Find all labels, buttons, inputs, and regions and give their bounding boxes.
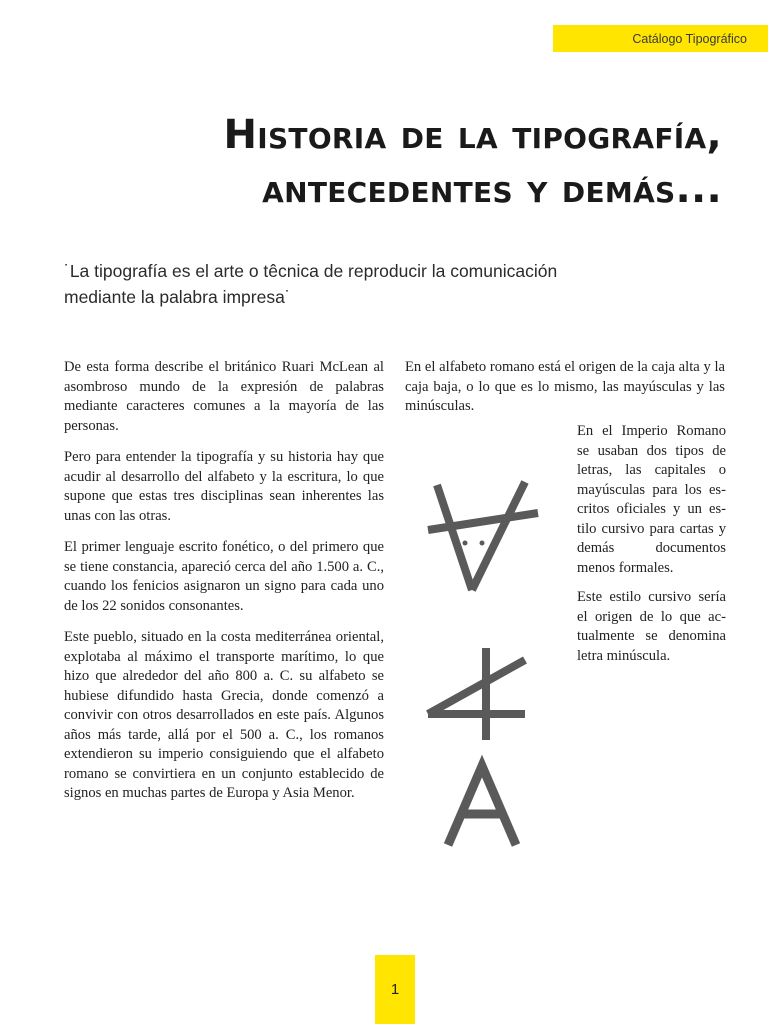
quote-line-1: ˙La tipografía es el arte o têcnica de reproducir la comunicación [64, 261, 558, 281]
body-paragraph: En el Imperio Romano se usaban dos tipos de letras, las capitales o mayúsculas para los escritos oficiales y un estilo cursivo para cartas y demás documentos menos formales. [577, 423, 726, 576]
body-paragraph: En el alfabeto romano está el origen de la caja alta y la caja baja, o lo que es lo mismo, las mayúsculas y las minúsculas. [405, 359, 725, 414]
catalog-label: Catálogo Tipográfico [632, 31, 747, 46]
body-paragraph: El primer lenguaje escrito fonético, o del primero que se tiene constancia, apareció cerca del año 1.500 a. C., cuando los fenicios asignaron un signo para cada uno de los 22 sonidos consonantes. [64, 539, 384, 614]
catalog-header-tab [553, 25, 768, 52]
quote-line-2: mediante la palabra impresa˙ [64, 287, 291, 307]
title-line-1: Historia de la tipografía, [223, 112, 722, 158]
page-title [102, 108, 722, 216]
left-column [64, 358, 384, 816]
body-paragraph: De esta forma describe el británico Ruari McLean al asombroso mundo de la expresión de palabras mediante caracteres comunes a la mayoría de las personas. [64, 359, 384, 434]
body-paragraph: Pero para entender la tipografía y su historia hay que acudir al desarrollo del alfabeto y la escritura, lo que supone que estas tres disciplinas sean inherentes las unas con las otras. [64, 449, 384, 524]
body-paragraph: Este pueblo, situado en la costa mediterránea oriental, explotaba al máximo el transporte marítimo, lo que hizo que alrededor del año 800 a. C. su alfabeto se hubiese difundido hasta Grecia, donde comenzó a convivir con otros desarrollados en este país. Algunos años más tarde, allá por el 500 a. C., los romanos extendieron su imperio consiguiendo que el alfabeto romano se convirtiera en un conjunto establecido de signos en muchas partes de Europa y Asia Menor. [64, 629, 384, 801]
phoenician-aleph-icon [428, 482, 538, 590]
body-paragraph: Este estilo cursivo sería el origen de lo que actualmente se denomina letra minúscula. [577, 589, 726, 664]
page-number: 1 [390, 981, 400, 998]
right-column [577, 422, 726, 676]
middle-column [405, 358, 725, 417]
alphabet-evolution-illustration [400, 470, 570, 860]
title-line-2: antecedentes y demás... [262, 166, 722, 212]
archaic-alpha-icon [428, 648, 525, 740]
page-number-tab [375, 955, 415, 1024]
intro-quote [64, 258, 704, 310]
latin-a-icon [448, 766, 516, 845]
